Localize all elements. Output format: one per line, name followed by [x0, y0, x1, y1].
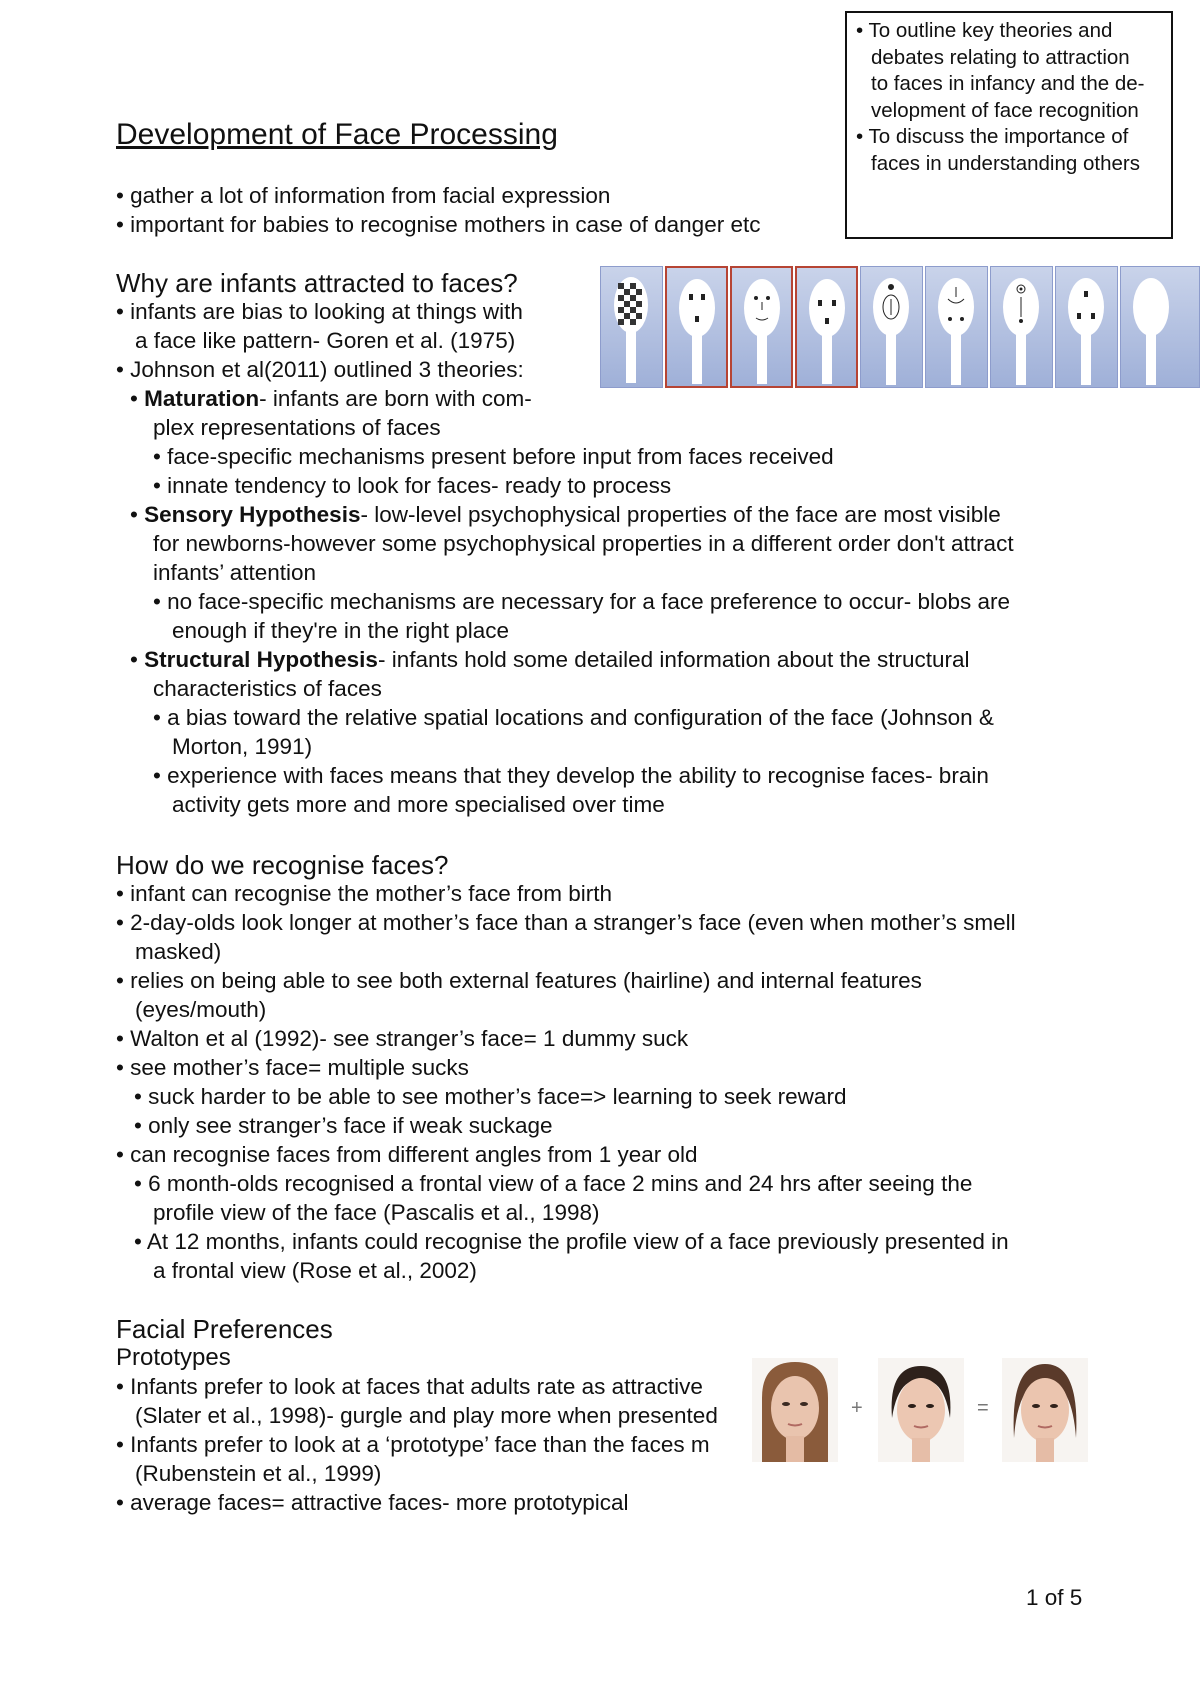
objective-line: velopment of face recognition [871, 98, 1139, 122]
section-heading: How do we recognise faces? [116, 850, 449, 880]
equals-sign: = [977, 1397, 989, 1419]
stimulus-inner-face [860, 266, 923, 388]
text-line: plex representations of faces [153, 415, 441, 440]
intro-line: • gather a lot of information from facial expression [116, 183, 611, 208]
text-line: activity gets more and more specialised over time [172, 792, 665, 817]
text-line: • see mother’s face= multiple sucks [116, 1055, 469, 1080]
objective-line: faces in understanding others [871, 151, 1140, 175]
theory-maturation: • Maturation- infants are born with com- [130, 386, 532, 411]
text-line: a frontal view (Rose et al., 2002) [153, 1258, 477, 1283]
subheading: Prototypes [116, 1344, 231, 1371]
text-line: (Slater et al., 1998)- gurgle and play more when presented [135, 1403, 718, 1428]
text-line: • infant can recognise the mother’s face from birth [116, 881, 613, 906]
objective-line: • To outline key theories and [856, 19, 1113, 42]
face-photo-2 [878, 1358, 964, 1462]
face-photo-average [1002, 1358, 1088, 1462]
stimulus-vertical-face [990, 266, 1053, 388]
text-line: a face like pattern- Goren et al. (1975) [135, 328, 516, 353]
text-line: • relies on being able to see both external features (hairline) and internal features [116, 968, 922, 993]
text-line: characteristics of faces [153, 676, 382, 701]
page-title: Development of Face Processing [116, 118, 558, 151]
text-line: • Infants prefer to look at a ‘prototype’ face than the faces m [116, 1432, 710, 1457]
stimulus-schematic-face [730, 266, 793, 388]
sub-bullet: • a bias toward the relative spatial locations and configuration of the face (Johnson & [153, 705, 994, 730]
stimulus-blob-face [795, 266, 858, 388]
text-line: • infants are bias to looking at things with [116, 299, 523, 324]
objective-line: to faces in infancy and the de- [871, 72, 1145, 95]
text-line: enough if they're in the right place [172, 618, 510, 643]
objective-line: • To discuss the importance of [856, 125, 1129, 148]
stimulus-checkerboard [600, 266, 663, 388]
objective-line: debates relating to attraction [871, 45, 1130, 69]
sub-bullet: • suck harder to be able to see mother’s face=> learning to seek reward [134, 1084, 847, 1109]
stimulus-config-face [665, 266, 728, 388]
term-sensory: Sensory Hypothesis [144, 502, 361, 527]
text-line: • Walton et al (1992)- see stranger’s face= 1 dummy suck [116, 1026, 689, 1051]
face-stimuli-figure [600, 266, 1200, 390]
theory-sensory: • Sensory Hypothesis- low-level psychophysical properties of the face are most visible [130, 502, 1001, 527]
sub-bullet: • face-specific mechanisms present before input from faces received [153, 444, 834, 469]
term-structural: Structural Hypothesis [144, 647, 378, 672]
stimulus-scrambled-face [925, 266, 988, 388]
text-line: profile view of the face (Pascalis et al., 1998) [153, 1200, 600, 1225]
term-maturation: Maturation [144, 386, 260, 411]
text-line: masked) [135, 939, 222, 964]
text-line: (eyes/mouth) [135, 997, 267, 1022]
text-line: infants’ attention [153, 560, 317, 585]
objectives-box [845, 11, 1173, 239]
plus-sign: + [851, 1397, 863, 1419]
text-line: (Rubenstein et al., 1999) [135, 1461, 382, 1486]
page-number: 1 of 5 [1026, 1585, 1083, 1610]
stimulus-blank [1120, 266, 1200, 388]
section-heading: Why are infants attracted to faces? [116, 268, 518, 298]
intro-line: • important for babies to recognise mothers in case of danger etc [116, 212, 761, 237]
sub-bullet: • innate tendency to look for faces- ready to process [153, 473, 672, 498]
text-line: • Infants prefer to look at faces that adults rate as attractive [116, 1374, 703, 1399]
text-line: • average faces= attractive faces- more prototypical [116, 1490, 629, 1515]
text-line: for newborns-however some psychophysical properties in a different order don't attract [153, 531, 1014, 556]
section-heading: Facial Preferences [116, 1314, 333, 1344]
sub-bullet: • only see stranger’s face if weak suckage [134, 1113, 553, 1138]
sub-bullet: • experience with faces means that they develop the ability to recognise faces- brain [153, 763, 989, 788]
text-line: • Johnson et al(2011) outlined 3 theories: [116, 357, 524, 382]
sub-bullet: • no face-specific mechanisms are necessary for a face preference to occur- blobs are [153, 589, 1011, 614]
text-line: Morton, 1991) [172, 734, 313, 759]
sub-bullet: • 6 month-olds recognised a frontal view of a face 2 mins and 24 hrs after seeing the [134, 1171, 973, 1196]
face-averaging-figure [752, 1358, 1088, 1462]
text-line: • can recognise faces from different angles from 1 year old [116, 1142, 698, 1167]
sub-bullet: • At 12 months, infants could recognise the profile view of a face previously presented in [134, 1229, 1009, 1254]
text-line: • 2-day-olds look longer at mother’s face than a stranger’s face (even when mother’s smell [116, 910, 1016, 935]
face-photo-1 [752, 1358, 838, 1462]
theory-structural: • Structural Hypothesis- infants hold some detailed information about the structural [130, 647, 970, 672]
stimulus-inverted-config [1055, 266, 1118, 388]
